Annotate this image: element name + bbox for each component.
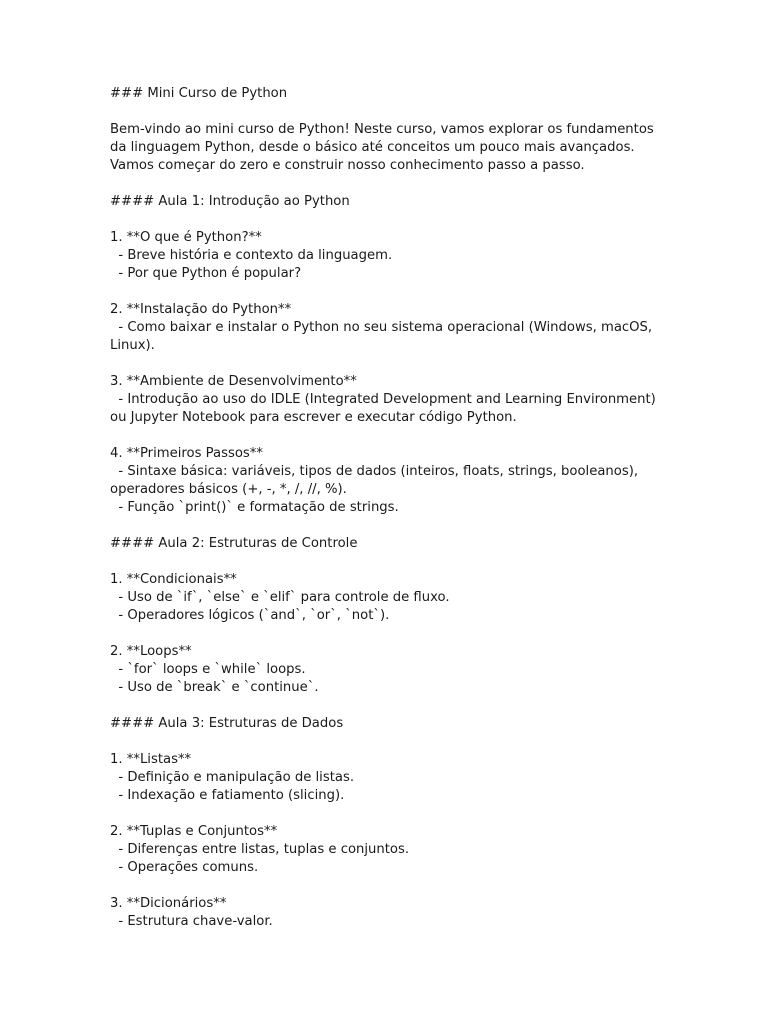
list-item-bullet: - Breve história e contexto da linguagem. [110,248,393,263]
list-item-bullet: - Uso de `if`, `else` e `elif` para controle de fluxo. [110,590,450,605]
intro-line: Bem-vindo ao mini curso de Python! Neste curso, vamos explorar os fundamentos [110,122,654,137]
list-item-title: 3. **Ambiente de Desenvolvimento** [110,374,357,389]
list-item [110,229,670,283]
spacer [110,211,670,229]
list-item-bullet: - Operadores lógicos (`and`, `or`, `not`). [110,608,390,623]
list-item-bullet: - Por que Python é popular? [110,266,302,281]
spacer [110,517,670,535]
spacer [110,175,670,193]
spacer [110,697,670,715]
section-heading-aula-1: #### Aula 1: Introdução ao Python [110,194,350,209]
spacer [110,103,670,121]
intro-line: Vamos começar do zero e construir nosso conhecimento passo a passo. [110,158,585,173]
list-item-title: 4. **Primeiros Passos** [110,446,263,461]
list-item-title: 2. **Tuplas e Conjuntos** [110,824,278,839]
list-item-title: 2. **Instalação do Python** [110,302,292,317]
list-item [110,445,670,517]
list-item-bullet: - Operações comuns. [110,860,259,875]
intro-line: da linguagem Python, desde o básico até conceitos um pouco mais avançados. [110,140,635,155]
list-item-bullet: - Introdução ao uso do IDLE (Integrated Development and Learning Environment) [110,392,656,407]
spacer [110,283,670,301]
document-page [110,85,670,931]
list-item [110,571,670,625]
spacer [110,625,670,643]
section-heading-aula-2: #### Aula 2: Estruturas de Controle [110,536,358,551]
list-item-title: 1. **Listas** [110,752,192,767]
list-item-bullet: - Diferenças entre listas, tuplas e conjuntos. [110,842,410,857]
list-item-bullet: - Função `print()` e formatação de strings. [110,500,399,515]
list-item-bullet: - Uso de `break` e `continue`. [110,680,319,695]
list-item [110,895,670,931]
document-title: ### Mini Curso de Python [110,86,288,101]
list-item-bullet: Linux). [110,338,155,353]
list-item-bullet: - Sintaxe básica: variáveis, tipos de dados (inteiros, floats, strings, booleanos), [110,464,639,479]
list-item [110,301,670,355]
spacer [110,805,670,823]
list-item-bullet: - Indexação e fatiamento (slicing). [110,788,345,803]
list-item-title: 1. **Condicionais** [110,572,237,587]
list-item-bullet: - Definição e manipulação de listas. [110,770,355,785]
spacer [110,553,670,571]
list-item [110,751,670,805]
list-item-title: 2. **Loops** [110,644,192,659]
intro-paragraph [110,121,670,175]
spacer [110,733,670,751]
list-item-title: 1. **O que é Python?** [110,230,262,245]
spacer [110,877,670,895]
spacer [110,355,670,373]
list-item-bullet: - Estrutura chave-valor. [110,914,273,929]
list-item-title: 3. **Dicionários** [110,896,227,911]
list-item-bullet: operadores básicos (+, -, *, /, //, %). [110,482,347,497]
section-heading-aula-3: #### Aula 3: Estruturas de Dados [110,716,344,731]
spacer [110,427,670,445]
list-item-bullet: - Como baixar e instalar o Python no seu sistema operacional (Windows, macOS, [110,320,653,335]
list-item [110,823,670,877]
list-item-bullet: - `for` loops e `while` loops. [110,662,306,677]
list-item [110,643,670,697]
list-item-bullet: ou Jupyter Notebook para escrever e executar código Python. [110,410,517,425]
list-item [110,373,670,427]
